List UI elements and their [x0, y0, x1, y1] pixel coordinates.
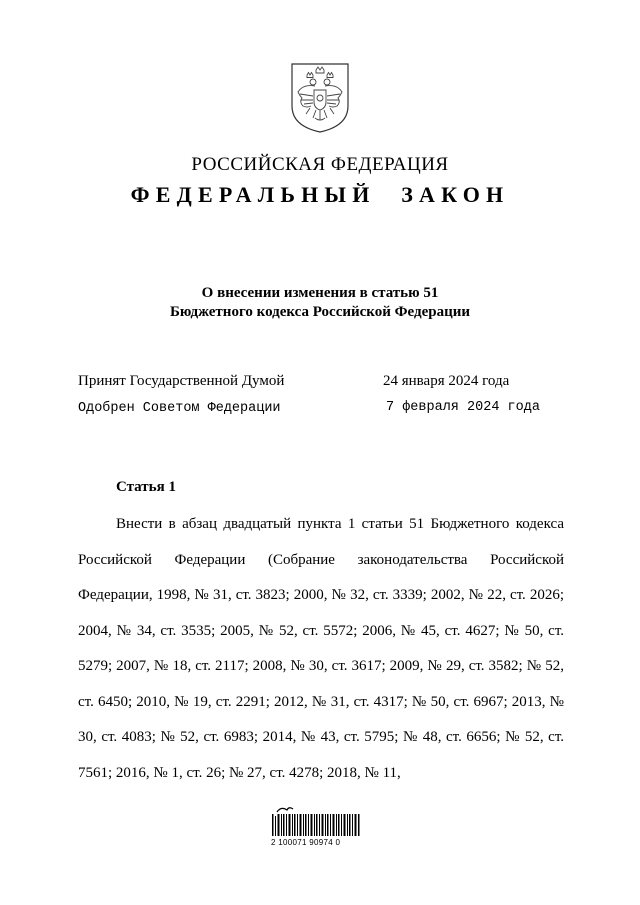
council-approval-date: 7 февраля 2024 года: [386, 400, 540, 415]
law-title-line-1: О внесении изменения в статью 51: [201, 285, 439, 301]
barcode-number: 2 100071 90974 0: [271, 838, 341, 847]
article-heading: Статья 1: [116, 479, 176, 495]
article-body-text: Внести в абзац двадцатый пункта 1 статьи 51 Бюджетного кодекса Российской Федерации (Собрание законодательства Российской Федерации, 1998, № 31, ст. 3823; 2000, № 32, ст. 3339; 2002, № 22, ст. 2026; 2004, № 34, ст. 3535; 2005, № 52, ст. 5572; 2006, № 45, ст. 4627; № 50, ст. 5279; 2007, № 18, ст. 2117; 2008, № 30, ст. 3617; 2009, № 29, ст. 3582; № 52, ст. 6450; 2010, № 19, ст. 2291; 2012, № 31, ст. 4317; № 50, ст. 6967; 2013, № 30, ст. 4083; № 52, ст. 6983; 2014, № 43, ст. 5795; № 48, ст. 6656; № 52, ст. 7561; 2016, № 1, ст. 26; № 27, ст. 4278; 2018, № 11,: [78, 516, 564, 781]
country-name: РОССИЙСКАЯ ФЕДЕРАЦИЯ: [191, 154, 449, 175]
duma-adoption-label: Принят Государственной Думой: [78, 373, 285, 389]
law-title-line-2: Бюджетного кодекса Российской Федерации: [169, 304, 470, 320]
document-type-heading: ФЕДЕРАЛЬНЫЙ ЗАКОН: [130, 182, 510, 207]
council-approval-label: Одобрен Советом Федерации: [78, 401, 281, 416]
duma-adoption-date: 24 января 2024 года: [383, 373, 510, 389]
coat-of-arms-icon: [289, 62, 351, 134]
